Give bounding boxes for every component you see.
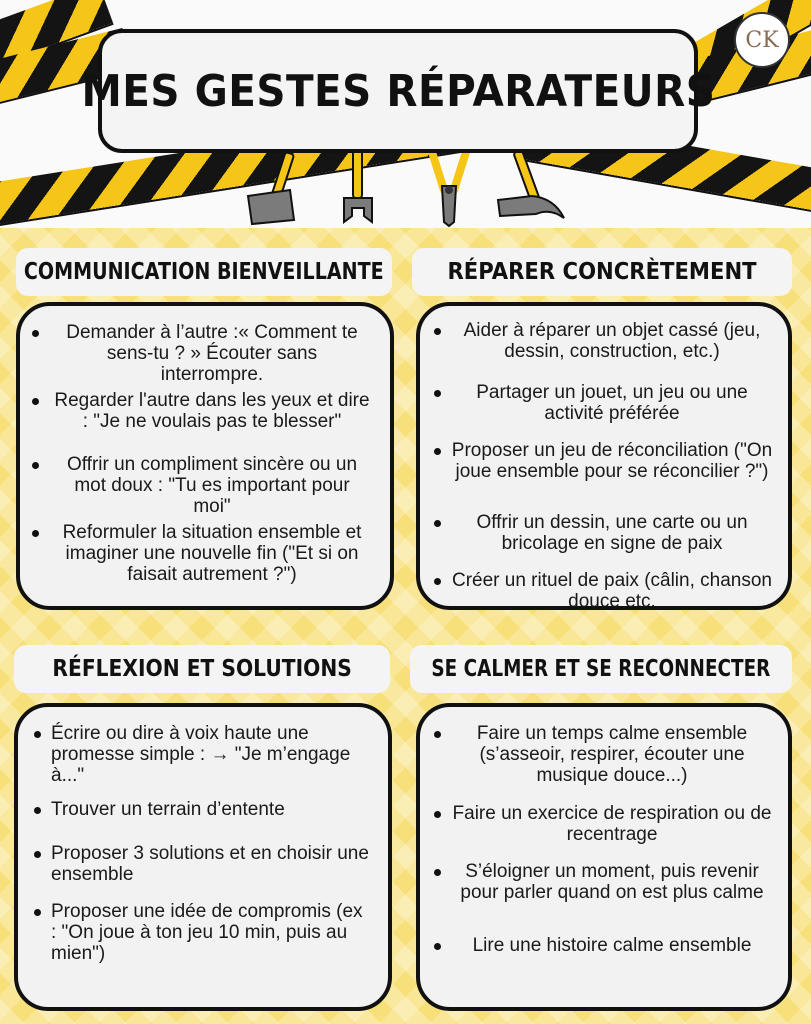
bullet-list xyxy=(420,707,788,1007)
list-item: S’éloigner un moment, puis revenir pour parler quand on est plus calme xyxy=(420,861,788,903)
list-item: Lire une histoire calme ensemble xyxy=(420,935,788,956)
list-item: Proposer une idée de compromis (ex : "On joue à ton jeu 10 min, puis au mien") xyxy=(18,901,388,964)
list-item: Proposer un jeu de réconciliation ("On joue ensemble pour se réconcilier ?") xyxy=(420,440,788,482)
section-title-text: RÉFLEXION ET SOLUTIONS xyxy=(52,656,352,682)
list-item: Aider à réparer un objet cassé (jeu, dessin, construction, etc.) xyxy=(420,320,788,362)
page-title: MES GESTES RÉPARATEURS xyxy=(81,65,715,117)
list-item: Partager un jouet, un jeu ou une activité préférée xyxy=(420,382,788,424)
list-item: Faire un exercice de respiration ou de recentrage xyxy=(420,803,788,845)
list-item: Offrir un compliment sincère ou un mot doux : "Tu es important pour moi" xyxy=(20,454,390,517)
section-title-calmer xyxy=(410,645,792,693)
logo-text: CK xyxy=(745,27,779,53)
section-title-reparer xyxy=(412,248,792,296)
pliers-icon xyxy=(424,150,474,228)
list-item: Proposer 3 solutions et en choisir une ensemble xyxy=(18,843,388,885)
section-title-text: SE CALMER ET SE RECONNECTER xyxy=(431,656,771,682)
card-reflexion xyxy=(14,703,392,1011)
list-item: Faire un temps calme ensemble (s’asseoir, respirer, écouter une musique douce...) xyxy=(420,723,788,786)
bullet-list xyxy=(18,707,388,1007)
list-item: Créer un rituel de paix (câlin, chanson douce etc. xyxy=(420,570,788,612)
brand-logo xyxy=(734,12,790,68)
list-item: Écrire ou dire à voix haute une promesse simple : → "Je m’engage à..." xyxy=(18,723,388,786)
list-item: Trouver un terrain d’entente xyxy=(18,799,388,820)
card-calmer xyxy=(416,703,792,1011)
header-banner xyxy=(0,0,811,228)
section-title-reflexion xyxy=(14,645,390,693)
list-item: Reformuler la situation ensemble et imaginer une nouvelle fin ("Et si on faisait autrement ?") xyxy=(20,522,390,585)
claw-hammer-icon xyxy=(492,150,572,228)
wrench-icon xyxy=(338,150,378,228)
card-reparer xyxy=(416,302,792,610)
section-title-text: RÉPARER CONCRÈTEMENT xyxy=(447,259,757,285)
list-item: Offrir un dessin, une carte ou un bricolage en signe de paix xyxy=(420,512,788,554)
card-communication xyxy=(16,302,394,610)
section-title-communication xyxy=(16,248,392,296)
bullet-list xyxy=(20,306,390,606)
bullet-list xyxy=(420,306,788,612)
list-item: Regarder l'autre dans les yeux et dire : "Je ne voulais pas te blesser" xyxy=(20,390,390,432)
section-title-text: COMMUNICATION BIENVEILLANTE xyxy=(24,259,384,285)
list-item: Demander à l’autre :« Comment te sens-tu ? » Écouter sans interrompre. xyxy=(20,322,390,385)
hammer-icon xyxy=(240,150,320,228)
title-box xyxy=(81,29,715,153)
